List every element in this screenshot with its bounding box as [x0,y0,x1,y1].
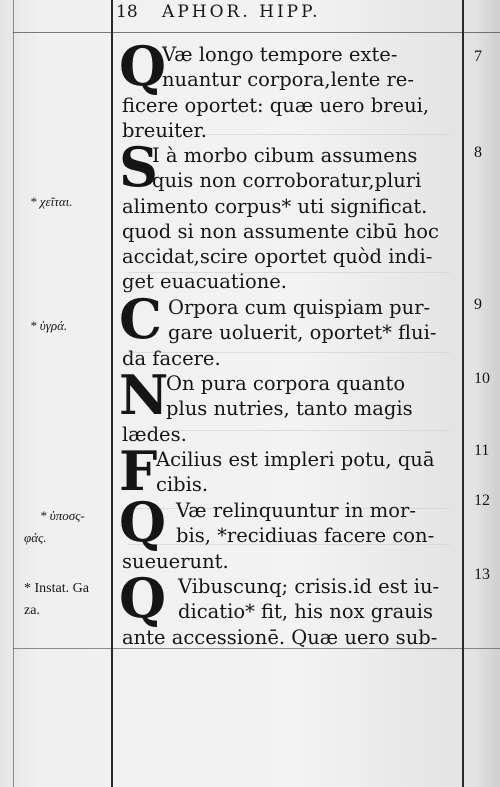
margin-note: * ὑγρά. [30,318,68,333]
text-line: Vibuscunq; crisis.id est iu- [178,575,440,598]
text-line: get euacuatione. [122,270,287,294]
aphorism-8 [119,135,464,295]
drop-cap: Q [119,566,167,630]
text-line: quod si non assumente cibū hoc [122,219,439,243]
text-line: I à morbo cibum assumens [152,144,418,167]
margin-note: * Instat. Ga [24,581,89,596]
text-line: plus nutries, tanto magis [166,397,413,421]
margin-note: * χεῖται. [30,194,73,209]
text-line: da facere. [122,346,221,370]
text-line: Væ relinquuntur in mor- [176,499,416,522]
text-line: ante accessionē. Quæ uero sub- [122,625,438,649]
aphorism-number: 10 [474,370,490,387]
aphorism-number: 13 [474,566,490,583]
left-column-rule [111,0,113,787]
aphorism-10 [119,363,464,447]
aphorism-11 [119,439,464,503]
text-line: accidat,scire oportet quòd indi- [122,245,433,269]
aphorism-number: 12 [474,492,490,509]
aphorism-number: 8 [474,144,482,161]
aphorism-text-block [119,34,464,650]
margin-note: * ὑποσς- [40,508,85,523]
aphorism-9 [119,287,464,371]
running-title: APHOR. HIPP. [162,2,321,22]
aphorism-number: 9 [474,296,482,313]
aphorism-number: 7 [474,48,482,65]
text-line: breuiter. [122,118,207,142]
aphorism-7 [119,34,464,143]
margin-note: za. [24,603,40,618]
aphorism-13 [119,566,464,650]
aphorism-number: 11 [474,442,490,459]
text-line: quis non corroboratur,pluri [152,169,422,193]
text-line: Væ longo tempore exte- [162,43,398,66]
text-line: dicatio* fit, his nox grauis [178,600,433,624]
header-rule [13,32,500,33]
text-line: On pura corpora quanto [166,372,406,395]
drop-cap: Q [119,34,167,98]
aphorism-12 [119,490,464,574]
text-line: bis, *recidiuas facere con- [176,524,435,548]
drop-cap: F [119,439,158,503]
drop-cap: N [119,363,169,427]
text-line: alimento corpus* uti significat. [122,194,428,218]
page-number: 18 [116,2,138,22]
text-line: sueuerunt. [122,549,229,573]
text-line: Orpora cum quispiam pur- [168,296,431,319]
text-line: gare uoluerit, oportet* flui- [168,321,437,345]
text-line: ficere oportet: quæ uero breui, [122,93,430,117]
margin-note: φάς. [24,530,47,545]
text-line: nuantur corpora,lente re- [162,68,414,92]
drop-cap: S [119,135,158,199]
drop-cap: Q [119,490,167,554]
drop-cap: C [119,287,162,351]
text-line: cibis. [156,473,209,497]
text-line: Acilius est impleri potu, quā [156,448,435,471]
outer-left-rule [13,0,14,787]
running-header [116,2,321,30]
text-line: lædes. [122,422,187,446]
